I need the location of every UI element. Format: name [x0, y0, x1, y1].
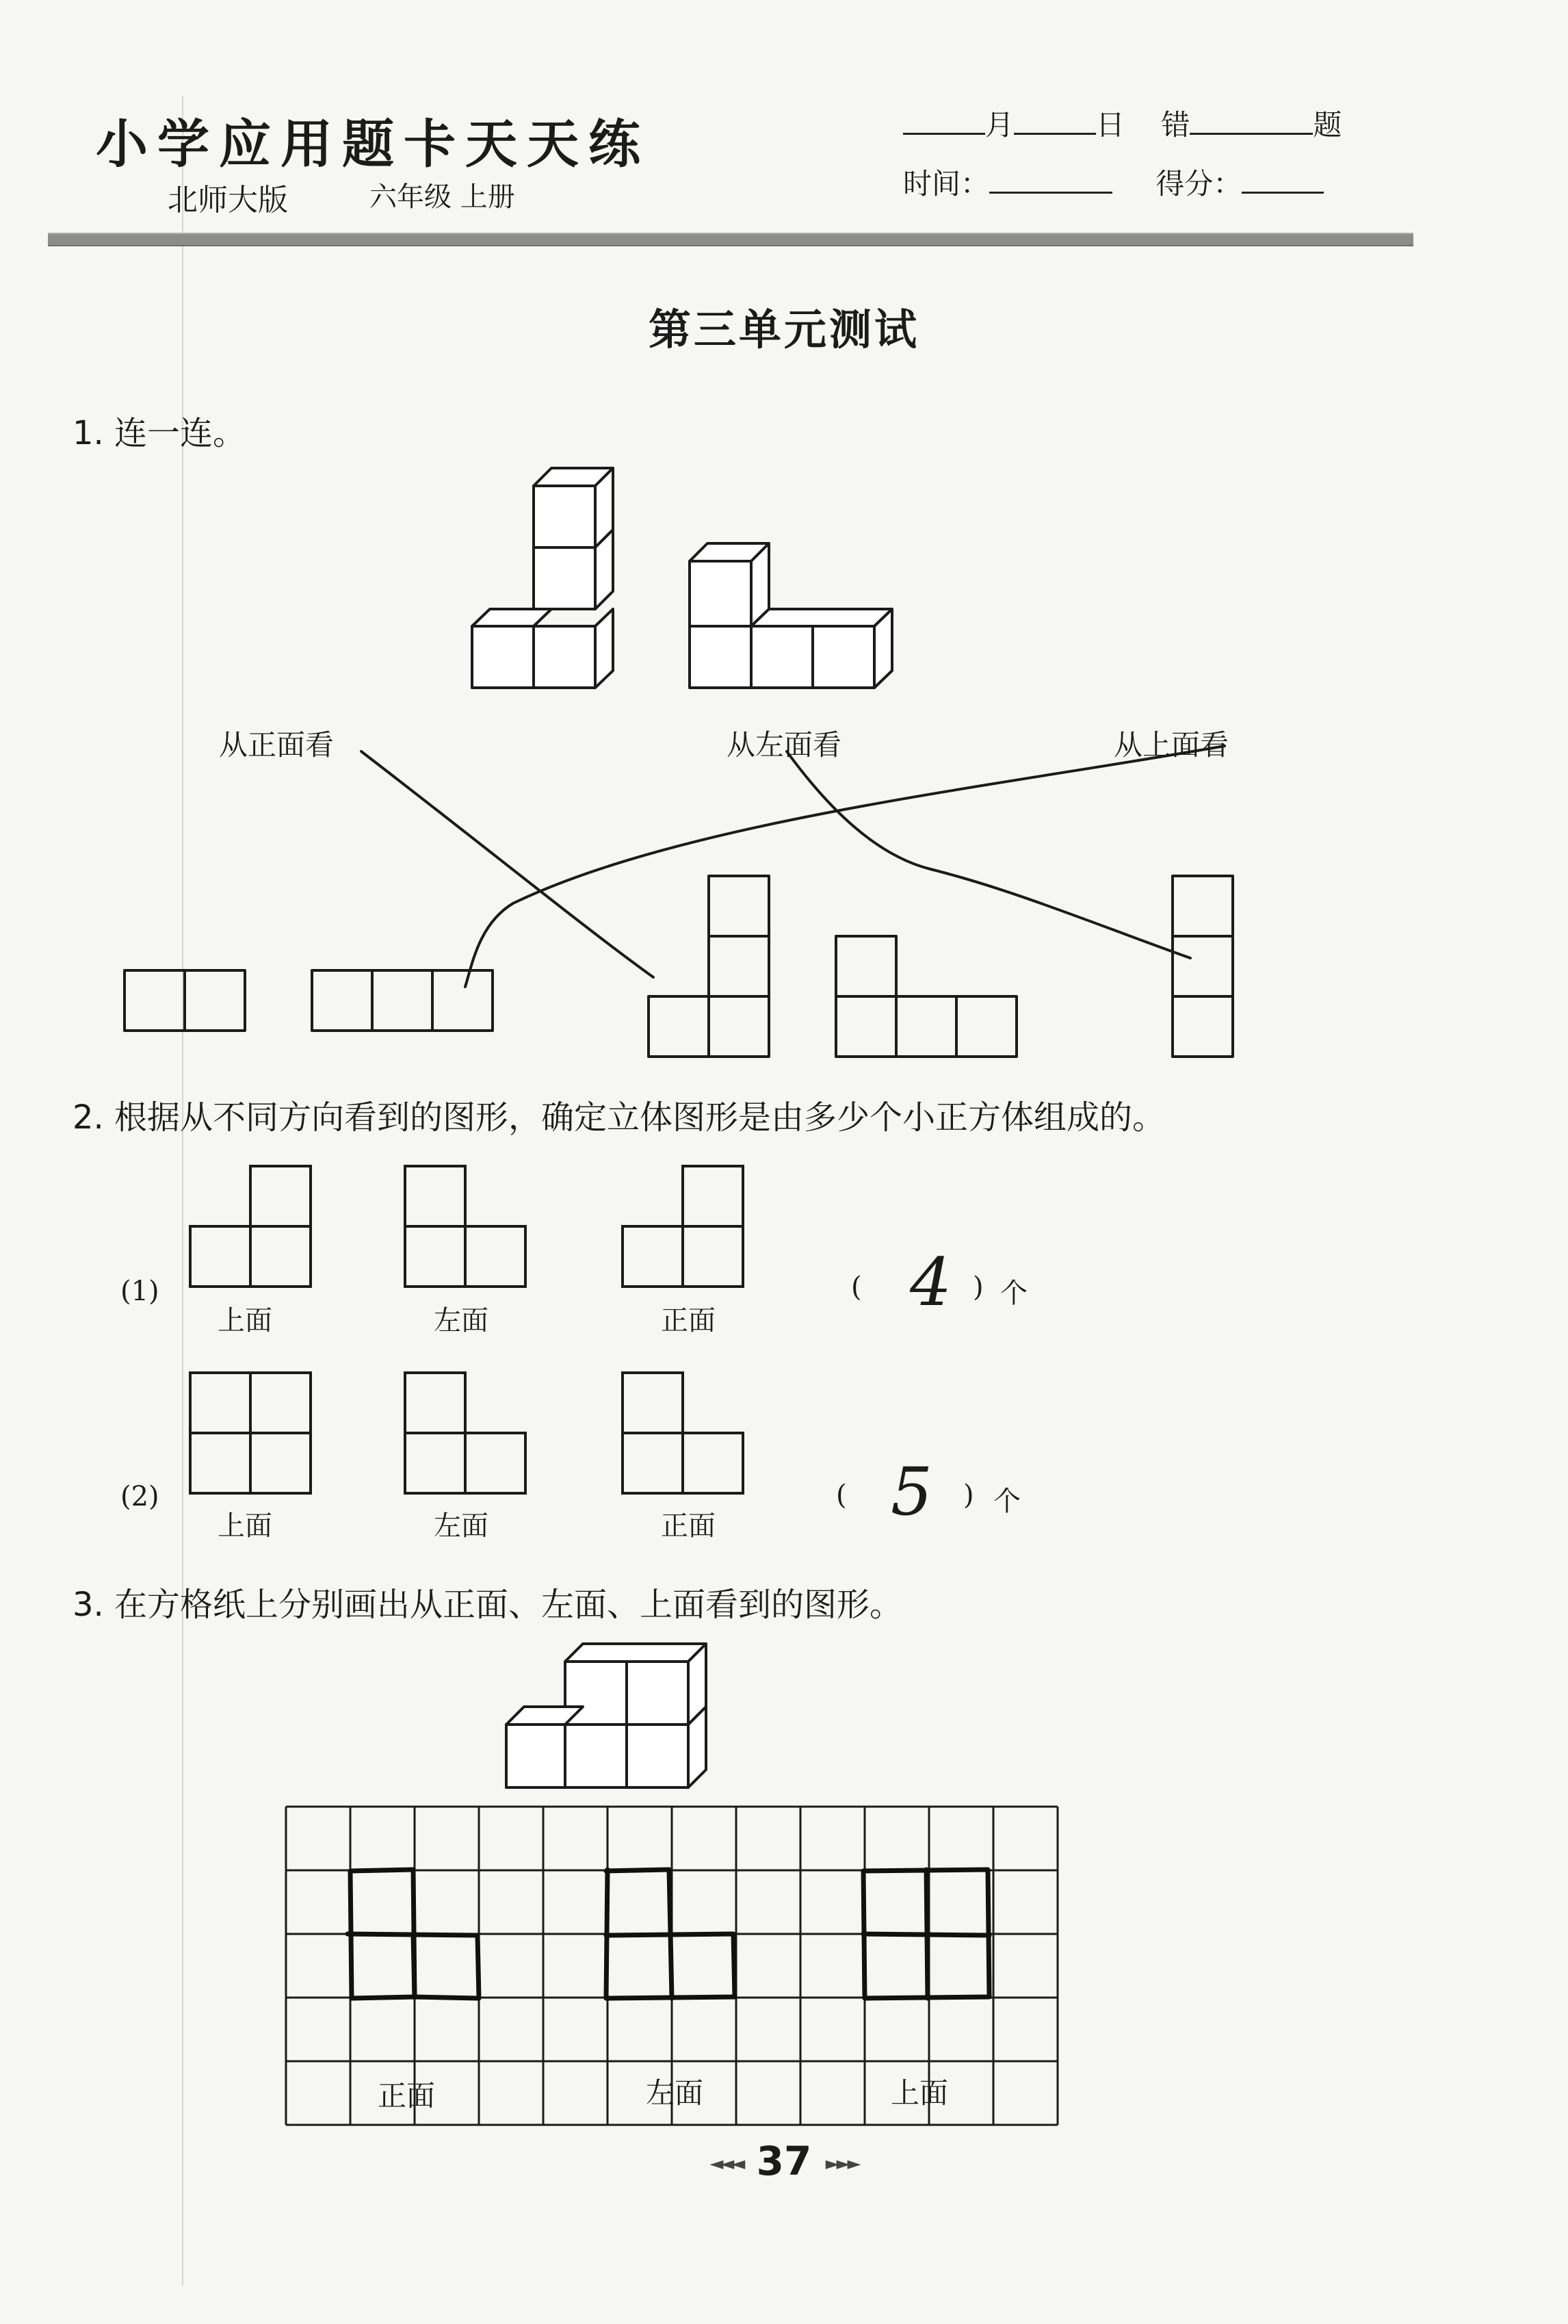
- right-arrows-icon: ►►►: [825, 2153, 859, 2174]
- cube-face: [472, 626, 534, 688]
- cube-face: [690, 626, 751, 688]
- q1-label-front: 从正面看: [219, 728, 335, 762]
- page-number: 37: [756, 2138, 812, 2184]
- score-label: 得分：: [1155, 167, 1242, 201]
- q1-view-l-wide: [836, 936, 1017, 1057]
- q2-r1-left-view: [405, 1166, 525, 1287]
- q2-r2-front-view: [623, 1373, 743, 1493]
- day-label: 日: [1096, 108, 1125, 142]
- cube-face: [751, 609, 892, 626]
- q1-view-column: [1173, 876, 1233, 1057]
- book-edition: 北师大版: [168, 183, 288, 218]
- q1-solid-a: [472, 468, 613, 688]
- q3-answer-front: [348, 1870, 479, 1998]
- cube-face: [472, 609, 551, 626]
- q3-answer-top: [863, 1870, 989, 1998]
- q2-row2-answer[interactable]: 5: [891, 1454, 933, 1530]
- q2-row1-open-paren: (: [851, 1271, 862, 1303]
- q1-label-top: 从上面看: [1114, 728, 1229, 762]
- q1-matching-lines: [361, 746, 1225, 987]
- cube-face: [751, 626, 813, 688]
- cube-face: [534, 626, 595, 688]
- q2-r2-top-view: [190, 1373, 311, 1493]
- q2-r1-front-view: [623, 1166, 743, 1287]
- month-label: 月: [985, 108, 1015, 142]
- page-title: 第三单元测试: [648, 305, 919, 354]
- left-arrows-icon: ◄◄◄: [709, 2153, 743, 2174]
- q1-label-left: 从左面看: [727, 728, 842, 762]
- match-line-left: [787, 751, 1190, 958]
- q2-row1-close-paren: ): [973, 1271, 984, 1303]
- q1-view-three-squares: [312, 970, 493, 1031]
- q2-row2-close-paren: ): [963, 1480, 974, 1511]
- q2-r1-top-view: [190, 1166, 311, 1287]
- error-label: 错: [1161, 108, 1190, 142]
- q2-row1-answer[interactable]: 4: [910, 1244, 952, 1321]
- book-title: 小学应用题卡天天练: [96, 114, 650, 175]
- q2-row2-view-top: 上面: [218, 1510, 272, 1542]
- q3-answers: [348, 1870, 989, 1998]
- cube-face: [690, 561, 751, 626]
- q1-view-options: [125, 876, 1233, 1057]
- time-label: 时间：: [903, 167, 990, 201]
- match-line-top: [465, 746, 1225, 987]
- q3-grid-label-front: 正面: [378, 2079, 436, 2113]
- cube-face: [595, 609, 613, 688]
- q3-grid-label-top: 上面: [891, 2076, 949, 2110]
- q2-row2-open-paren: (: [836, 1480, 847, 1511]
- q2-row2-unit: 个: [993, 1486, 1021, 1517]
- match-line-front: [361, 751, 653, 977]
- q2-r2-left-view: [405, 1373, 525, 1493]
- q3-grid-label-left: 左面: [646, 2076, 704, 2110]
- q2-row1-index: (1): [120, 1276, 159, 1307]
- cube-face: [534, 547, 595, 609]
- cube-face: [813, 626, 874, 688]
- q3-answer-left: [606, 1870, 735, 1998]
- q1-prompt: 1. 连一连。: [73, 414, 246, 452]
- q2-row2-view-front: 正面: [661, 1510, 716, 1542]
- question-label: 题: [1313, 108, 1342, 142]
- cube-face: [534, 486, 595, 547]
- q3-prompt: 3. 在方格纸上分别画出从正面、左面、上面看到的图形。: [73, 1586, 903, 1624]
- q2-row1-view-top: 上面: [218, 1305, 272, 1337]
- q2-figures: [190, 1166, 743, 1493]
- q2-row2-view-left: 左面: [434, 1510, 488, 1542]
- q2-row2-index: (2): [120, 1481, 159, 1512]
- q2-row1-unit: 个: [1000, 1278, 1028, 1309]
- q1-view-l-tall: [649, 876, 769, 1057]
- q2-prompt: 2. 根据从不同方向看到的图形，确定立体图形是由多少个小正方体组成的。: [73, 1098, 1166, 1137]
- q2-row1-view-left: 左面: [434, 1305, 488, 1337]
- q3-solid: [506, 1644, 706, 1787]
- q2-row1-view-front: 正面: [661, 1305, 716, 1337]
- q1-solid-b: [690, 543, 892, 688]
- book-grade: 六年级 上册: [369, 181, 515, 213]
